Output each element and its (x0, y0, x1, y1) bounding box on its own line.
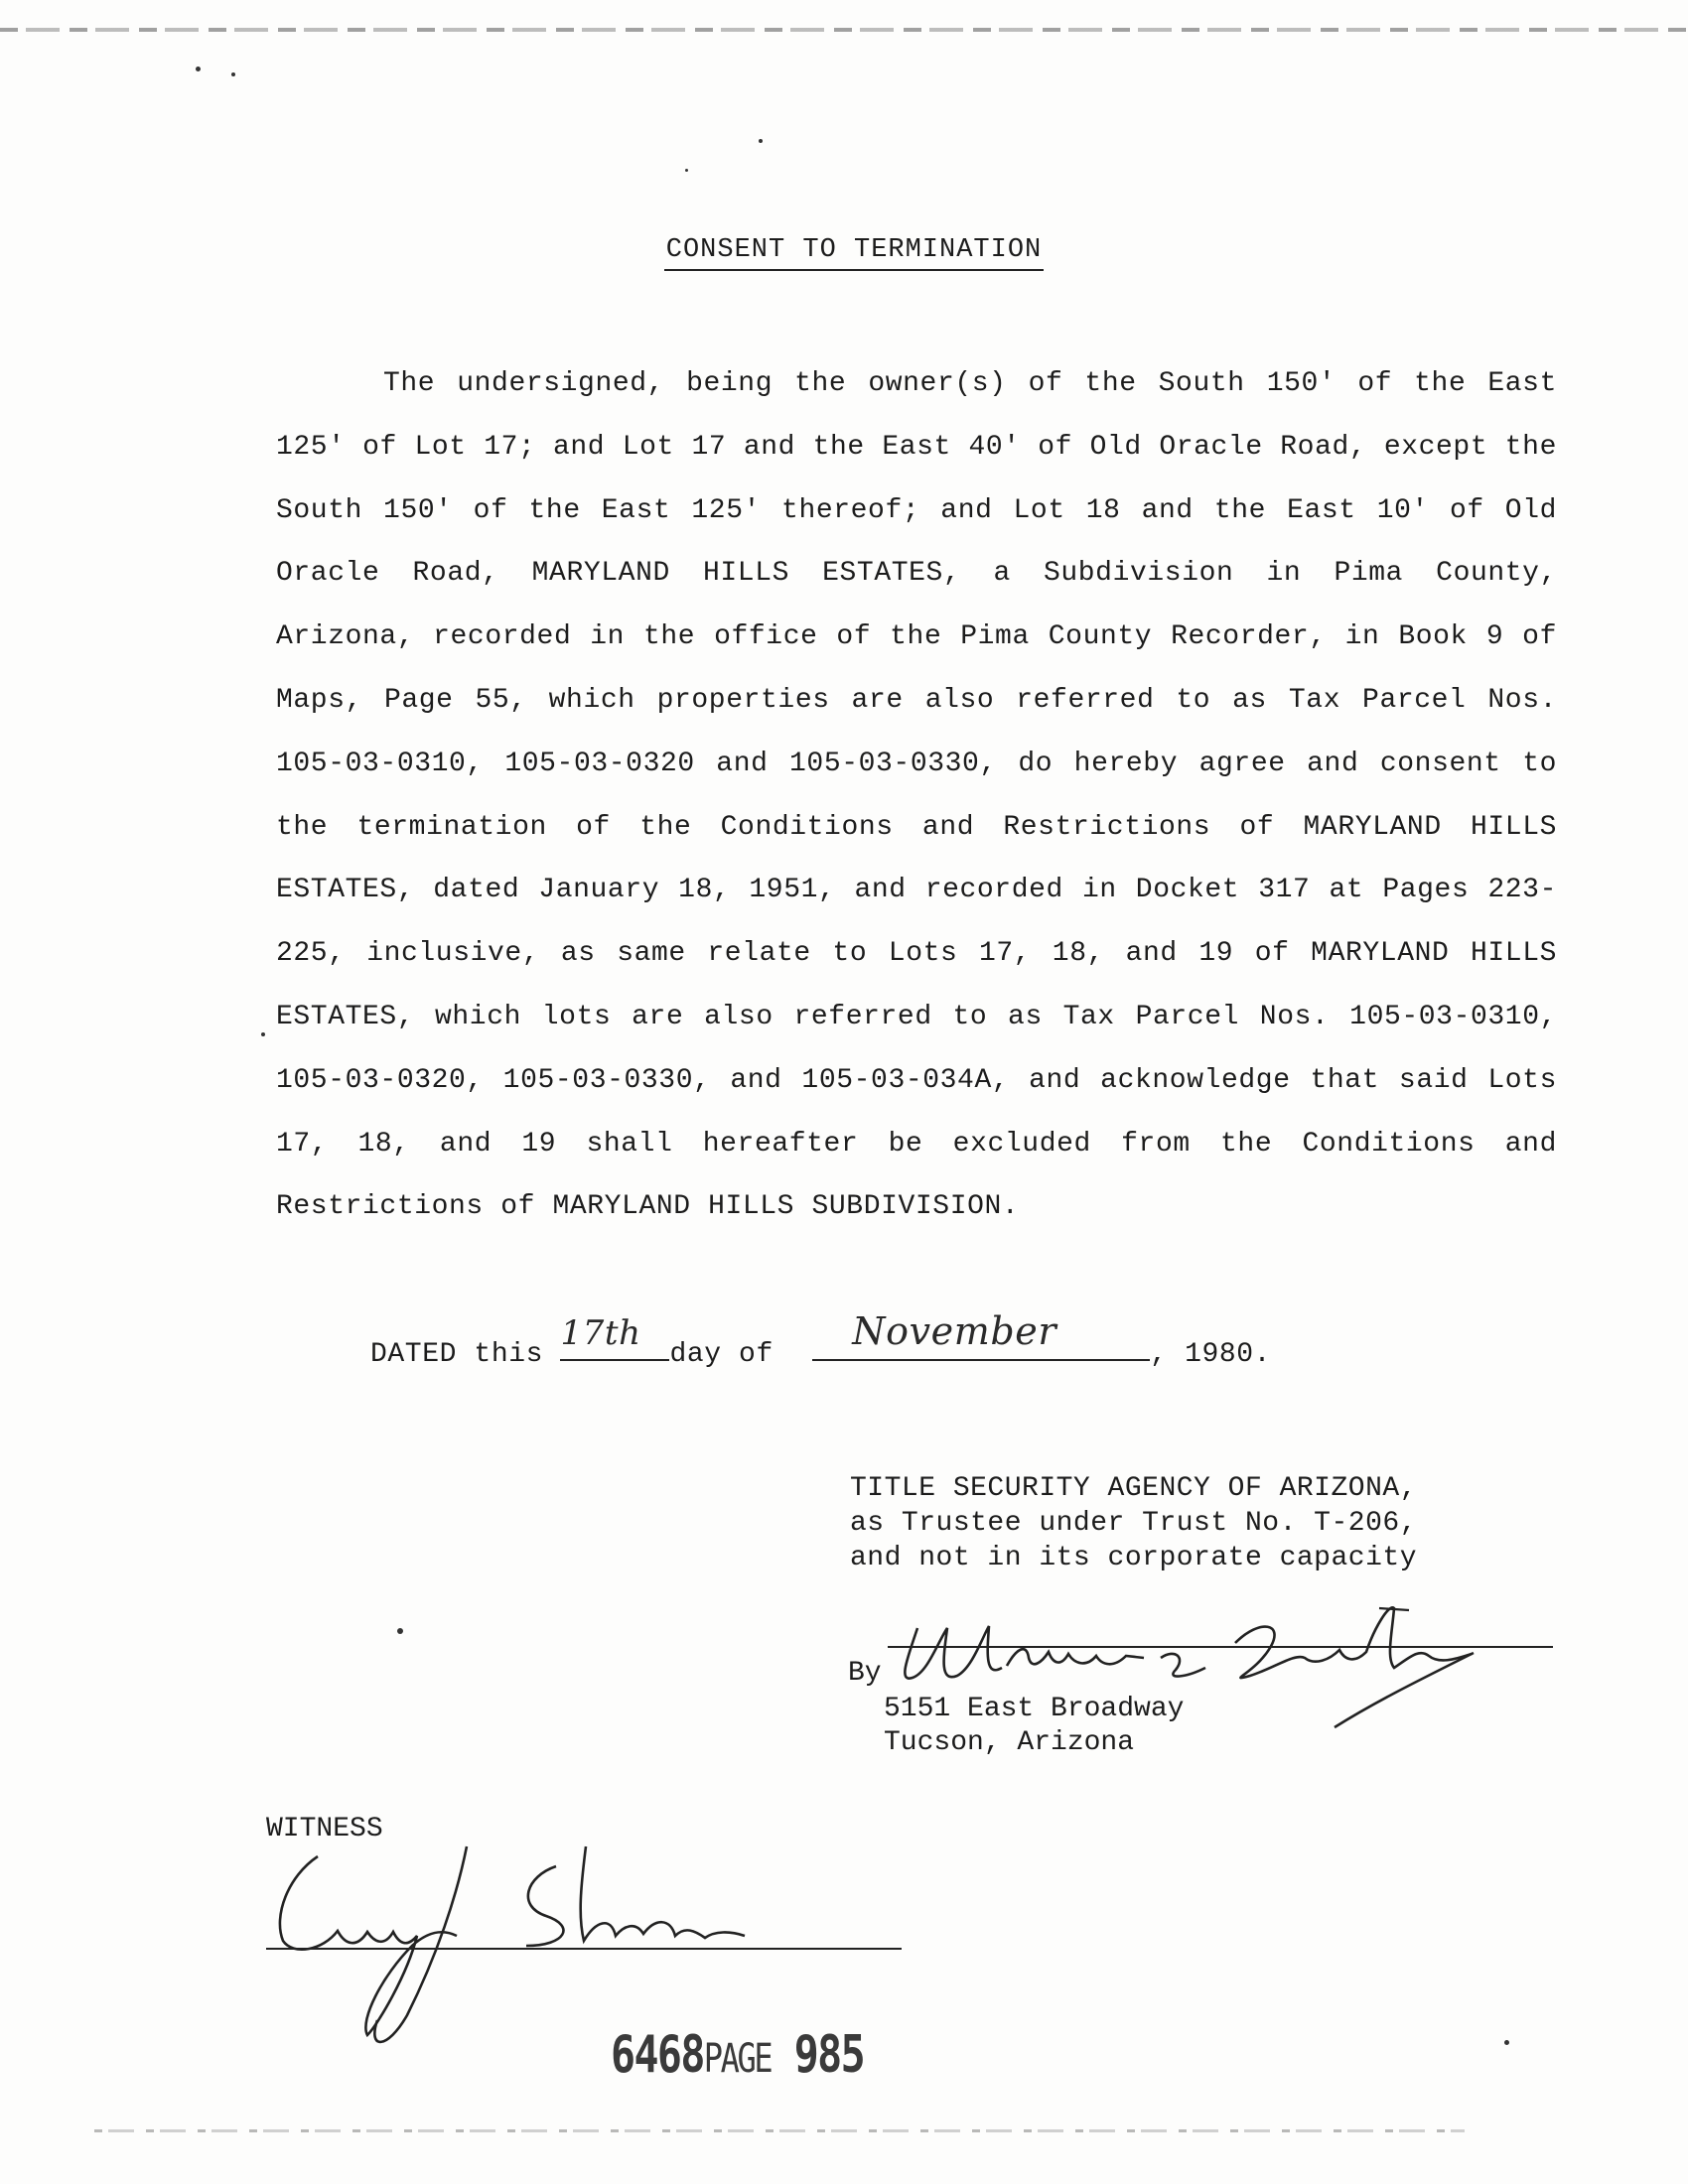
scan-speck (261, 1032, 265, 1036)
dated-suffix: , 1980. (1150, 1339, 1272, 1370)
trustee-line-3: and not in its corporate capacity (850, 1543, 1417, 1573)
recording-book-number: 6468 (611, 2025, 704, 2085)
witness-signature (268, 1837, 784, 2055)
dated-prefix: DATED this (370, 1339, 544, 1370)
scan-edge-top (0, 28, 1688, 32)
handwritten-month: November (852, 1309, 1057, 1353)
document-title (0, 235, 1688, 271)
address-line-2: Tucson, Arizona (884, 1727, 1135, 1758)
address-line-1: 5151 East Broadway (884, 1694, 1185, 1724)
trustee-line-2: as Trustee under Trust No. T-206, (850, 1508, 1417, 1539)
scan-speck (1504, 2040, 1509, 2045)
witness-label: WITNESS (266, 1814, 383, 1844)
scan-speck (685, 169, 688, 172)
day-blank (560, 1313, 669, 1361)
trustee-line-1: TITLE SECURITY AGENCY OF ARIZONA, (850, 1473, 1417, 1504)
handwritten-day: 17th (560, 1313, 641, 1353)
document-title-text: CONSENT TO TERMINATION (664, 235, 1044, 271)
trustee-signature (878, 1588, 1563, 1737)
scan-speck (759, 139, 763, 143)
dated-line (370, 1309, 1272, 1370)
month-blank (812, 1309, 1150, 1361)
trustee-block (850, 1471, 1417, 1575)
document-body: The undersigned, being the owner(s) of the South 150' of the East 125' of Lot 17; and Lot 17 and the East 40' of Old Oracle Road, except the South 150' of the East 125' thereof; and Lot 18 and the East 10' of Old Oracle Road, MARYLAND HILLS ESTATES, a Subdivision in Pima County, Arizona, recorded in the office of the Pima County Recorder, in Book 9 of Maps, Page 55, which properties are also referred to as Tax Parcel Nos. 105-03-0310, 105-03-0320 and 105-03-0330, do hereby agree and consent to the termination of the Conditions and Restrictions of MARYLAND HILLS ESTATES, dated January 18, 1951, and recorded in Docket 317 at Pages 223-225, inclusive, as same relate to Lots 17, 18, and 19 of MARYLAND HILLS ESTATES, which lots are also referred to as Tax Parcel Nos. 105-03-0310, 105-03-0320, 105-03-0330, and 105-03-034A, and acknowledge that said Lots 17, 18, and 19 shall hereafter be excluded from the Conditions and Restrictions of MARYLAND HILLS SUBDIVISION. (276, 368, 1557, 1223)
scan-edge-bottom (94, 2129, 1465, 2132)
by-label: By (848, 1658, 882, 1689)
signature-block (848, 1618, 1563, 1767)
recording-page-number: 985 (793, 2025, 865, 2085)
recording-stamp (611, 2025, 864, 2085)
scan-speck (397, 1628, 403, 1634)
scan-speck (231, 72, 235, 76)
recording-page-label: PAGE (703, 2036, 772, 2082)
dated-middle: day of (669, 1339, 774, 1370)
scan-speck (196, 67, 201, 71)
